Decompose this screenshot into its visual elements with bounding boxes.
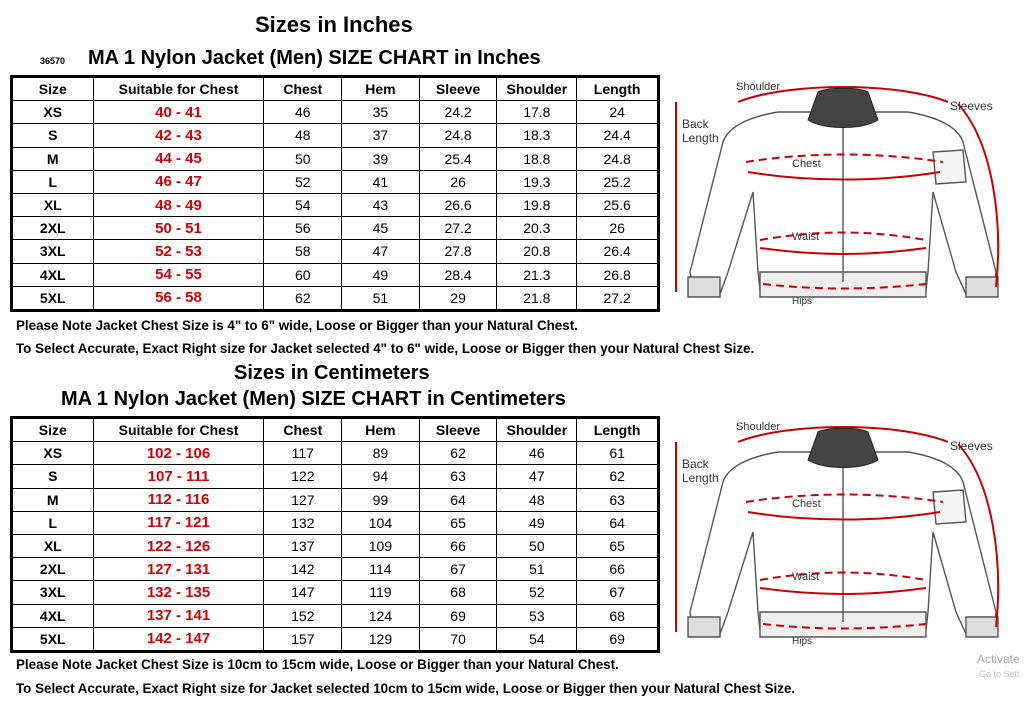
cm-chart-title: MA 1 Nylon Jacket (Men) SIZE CHART in Centimeters: [61, 388, 566, 410]
cell-suitable-chest: 44 - 45: [93, 147, 264, 170]
cell-shoulder: 19.3: [497, 170, 577, 193]
column-header-size: Size: [12, 418, 94, 442]
cell-length: 25.6: [577, 193, 659, 216]
cell-hem: 41: [342, 170, 420, 193]
table-row: [12, 263, 659, 286]
back-label: Back: [682, 457, 709, 471]
cell-length: 64: [577, 511, 659, 534]
cell-chest: 117: [264, 442, 342, 465]
cell-chest: 122: [264, 465, 342, 488]
cell-shoulder: 21.8: [497, 286, 577, 310]
cell-length: 24.4: [577, 124, 659, 147]
cell-shoulder: 49: [497, 511, 577, 534]
cell-shoulder: 52: [497, 581, 577, 604]
cell-length: 26.4: [577, 240, 659, 263]
cell-suitable-chest: 122 - 126: [93, 534, 264, 557]
cell-chest: 58: [264, 240, 342, 263]
table-row: [12, 217, 659, 240]
cell-hem: 109: [342, 534, 420, 557]
cell-length: 66: [577, 558, 659, 581]
cell-sleeve: 29: [419, 286, 497, 310]
cell-hem: 37: [342, 124, 420, 147]
cell-shoulder: 20.8: [497, 240, 577, 263]
cell-size: 5XL: [12, 286, 94, 310]
cell-sleeve: 62: [419, 442, 497, 465]
cell-size: 4XL: [12, 604, 94, 627]
cell-sleeve: 25.4: [419, 147, 497, 170]
cell-size: XL: [12, 193, 94, 216]
table-row: [12, 240, 659, 263]
cell-shoulder: 46: [497, 442, 577, 465]
cell-suitable-chest: 52 - 53: [93, 240, 264, 263]
cell-size: L: [12, 170, 94, 193]
cell-size: XS: [12, 101, 94, 124]
cell-size: 3XL: [12, 581, 94, 604]
cell-length: 61: [577, 442, 659, 465]
cell-shoulder: 19.8: [497, 193, 577, 216]
table-row: [12, 170, 659, 193]
cell-length: 67: [577, 581, 659, 604]
cell-shoulder: 54: [497, 627, 577, 651]
cell-hem: 119: [342, 581, 420, 604]
cell-chest: 132: [264, 511, 342, 534]
column-header-shoulder: Shoulder: [497, 77, 577, 101]
cell-hem: 45: [342, 217, 420, 240]
cell-length: 26.8: [577, 263, 659, 286]
cell-chest: 127: [264, 488, 342, 511]
cell-chest: 152: [264, 604, 342, 627]
cell-length: 24.8: [577, 147, 659, 170]
cell-shoulder: 48: [497, 488, 577, 511]
cell-size: 2XL: [12, 558, 94, 581]
cell-sleeve: 67: [419, 558, 497, 581]
cell-suitable-chest: 46 - 47: [93, 170, 264, 193]
cell-shoulder: 51: [497, 558, 577, 581]
cell-length: 26: [577, 217, 659, 240]
table-row: [12, 193, 659, 216]
cell-size: 3XL: [12, 240, 94, 263]
cell-chest: 62: [264, 286, 342, 310]
cell-hem: 47: [342, 240, 420, 263]
cm-heading: Sizes in Centimeters: [234, 362, 430, 384]
table-row: [12, 534, 659, 557]
cell-chest: 157: [264, 627, 342, 651]
cell-suitable-chest: 132 - 135: [93, 581, 264, 604]
table-header-row: [12, 418, 659, 442]
cell-length: 27.2: [577, 286, 659, 310]
cell-sleeve: 28.4: [419, 263, 497, 286]
cell-shoulder: 20.3: [497, 217, 577, 240]
cell-chest: 54: [264, 193, 342, 216]
waist-label: Waist: [792, 231, 820, 243]
inches-chart-title: MA 1 Nylon Jacket (Men) SIZE CHART in Inches: [88, 47, 541, 69]
column-header-chest: Chest: [264, 77, 342, 101]
cell-hem: 39: [342, 147, 420, 170]
cell-length: 25.2: [577, 170, 659, 193]
cell-size: 2XL: [12, 217, 94, 240]
inches-heading: Sizes in Inches: [255, 12, 413, 37]
cell-length: 65: [577, 534, 659, 557]
cell-chest: 52: [264, 170, 342, 193]
cell-suitable-chest: 40 - 41: [93, 101, 264, 124]
cell-suitable-chest: 102 - 106: [93, 442, 264, 465]
inches-size-table: [10, 75, 660, 312]
cell-shoulder: 47: [497, 465, 577, 488]
cell-chest: 142: [264, 558, 342, 581]
cell-hem: 49: [342, 263, 420, 286]
cell-hem: 114: [342, 558, 420, 581]
cell-chest: 147: [264, 581, 342, 604]
cell-size: L: [12, 511, 94, 534]
table-row: [12, 627, 659, 651]
jacket-diagram-cm: [668, 412, 1018, 657]
cell-size: XS: [12, 442, 94, 465]
cm-size-table: [10, 416, 660, 653]
cell-hem: 43: [342, 193, 420, 216]
chest-label: Chest: [792, 498, 821, 510]
cell-chest: 46: [264, 101, 342, 124]
settings-watermark: Go to Sett: [979, 669, 1020, 679]
column-header-hem: Hem: [342, 77, 420, 101]
cell-shoulder: 18.3: [497, 124, 577, 147]
hips-label: Hips: [792, 636, 813, 647]
cell-sleeve: 26.6: [419, 193, 497, 216]
cell-size: M: [12, 488, 94, 511]
cell-hem: 104: [342, 511, 420, 534]
cell-sleeve: 63: [419, 465, 497, 488]
cell-suitable-chest: 112 - 116: [93, 488, 264, 511]
cell-suitable-chest: 50 - 51: [93, 217, 264, 240]
table-row: [12, 101, 659, 124]
column-header-hem: Hem: [342, 418, 420, 442]
length-label: Length: [682, 471, 719, 485]
cell-length: 68: [577, 604, 659, 627]
product-code: 36570: [40, 56, 66, 66]
cell-sleeve: 66: [419, 534, 497, 557]
inches-note-2: To Select Accurate, Exact Right size for Jacket selected 4" to 6" wide, Loose or Bigger then your Natural Chest Size.: [16, 341, 755, 356]
cell-sleeve: 27.8: [419, 240, 497, 263]
column-header-suitable-chest: Suitable for Chest: [93, 77, 264, 101]
cell-suitable-chest: 56 - 58: [93, 286, 264, 310]
cell-size: S: [12, 124, 94, 147]
cell-size: 5XL: [12, 627, 94, 651]
cell-sleeve: 69: [419, 604, 497, 627]
cm-note-2: To Select Accurate, Exact Right size for Jacket selected 10cm to 15cm wide, Loose or Bigger then your Natural Chest Size.: [16, 681, 796, 696]
cell-suitable-chest: 127 - 131: [93, 558, 264, 581]
cell-length: 69: [577, 627, 659, 651]
cell-hem: 99: [342, 488, 420, 511]
cell-size: M: [12, 147, 94, 170]
cell-shoulder: 17.8: [497, 101, 577, 124]
shoulder-label: Shoulder: [736, 421, 781, 433]
cell-chest: 60: [264, 263, 342, 286]
cell-sleeve: 24.2: [419, 101, 497, 124]
back-label: Back: [682, 117, 709, 131]
table-row: [12, 604, 659, 627]
column-header-length: Length: [577, 77, 659, 101]
activate-watermark: Activate: [977, 652, 1020, 666]
table-row: [12, 558, 659, 581]
length-label: Length: [682, 131, 719, 145]
shoulder-label: Shoulder: [736, 81, 781, 93]
cell-hem: 94: [342, 465, 420, 488]
cell-chest: 50: [264, 147, 342, 170]
column-header-length: Length: [577, 418, 659, 442]
cell-length: 62: [577, 465, 659, 488]
column-header-shoulder: Shoulder: [497, 418, 577, 442]
cell-shoulder: 50: [497, 534, 577, 557]
cell-suitable-chest: 142 - 147: [93, 627, 264, 651]
cell-suitable-chest: 42 - 43: [93, 124, 264, 147]
jacket-diagram-inches: [668, 72, 1018, 317]
sleeves-label: Sleeves: [950, 439, 993, 453]
cell-shoulder: 53: [497, 604, 577, 627]
cell-suitable-chest: 117 - 121: [93, 511, 264, 534]
chest-label: Chest: [792, 158, 821, 170]
cell-shoulder: 18.8: [497, 147, 577, 170]
cell-suitable-chest: 137 - 141: [93, 604, 264, 627]
cell-sleeve: 27.2: [419, 217, 497, 240]
table-row: [12, 147, 659, 170]
column-header-sleeve: Sleeve: [419, 77, 497, 101]
table-header-row: [12, 77, 659, 101]
cell-hem: 89: [342, 442, 420, 465]
cell-sleeve: 68: [419, 581, 497, 604]
table-row: [12, 465, 659, 488]
cell-chest: 56: [264, 217, 342, 240]
cell-hem: 35: [342, 101, 420, 124]
cell-shoulder: 21.3: [497, 263, 577, 286]
sleeves-label: Sleeves: [950, 99, 993, 113]
table-row: [12, 124, 659, 147]
column-header-size: Size: [12, 77, 94, 101]
hips-label: Hips: [792, 296, 813, 307]
table-row: [12, 442, 659, 465]
cell-length: 63: [577, 488, 659, 511]
cell-sleeve: 64: [419, 488, 497, 511]
column-header-suitable-chest: Suitable for Chest: [93, 418, 264, 442]
cell-size: S: [12, 465, 94, 488]
cell-chest: 48: [264, 124, 342, 147]
cell-hem: 124: [342, 604, 420, 627]
cell-sleeve: 70: [419, 627, 497, 651]
cell-size: XL: [12, 534, 94, 557]
table-row: [12, 286, 659, 310]
cell-sleeve: 65: [419, 511, 497, 534]
cell-size: 4XL: [12, 263, 94, 286]
cell-hem: 51: [342, 286, 420, 310]
cm-note-1: Please Note Jacket Chest Size is 10cm to 15cm wide, Loose or Bigger than your Natural Chest.: [16, 657, 619, 672]
cell-length: 24: [577, 101, 659, 124]
cell-suitable-chest: 54 - 55: [93, 263, 264, 286]
table-row: [12, 488, 659, 511]
cell-sleeve: 24.8: [419, 124, 497, 147]
column-header-chest: Chest: [264, 418, 342, 442]
cell-sleeve: 26: [419, 170, 497, 193]
inches-note-1: Please Note Jacket Chest Size is 4" to 6" wide, Loose or Bigger than your Natural Chest.: [16, 318, 578, 333]
cell-chest: 137: [264, 534, 342, 557]
cell-hem: 129: [342, 627, 420, 651]
waist-label: Waist: [792, 571, 820, 583]
column-header-sleeve: Sleeve: [419, 418, 497, 442]
cell-suitable-chest: 107 - 111: [93, 465, 264, 488]
cell-suitable-chest: 48 - 49: [93, 193, 264, 216]
table-row: [12, 581, 659, 604]
table-row: [12, 511, 659, 534]
